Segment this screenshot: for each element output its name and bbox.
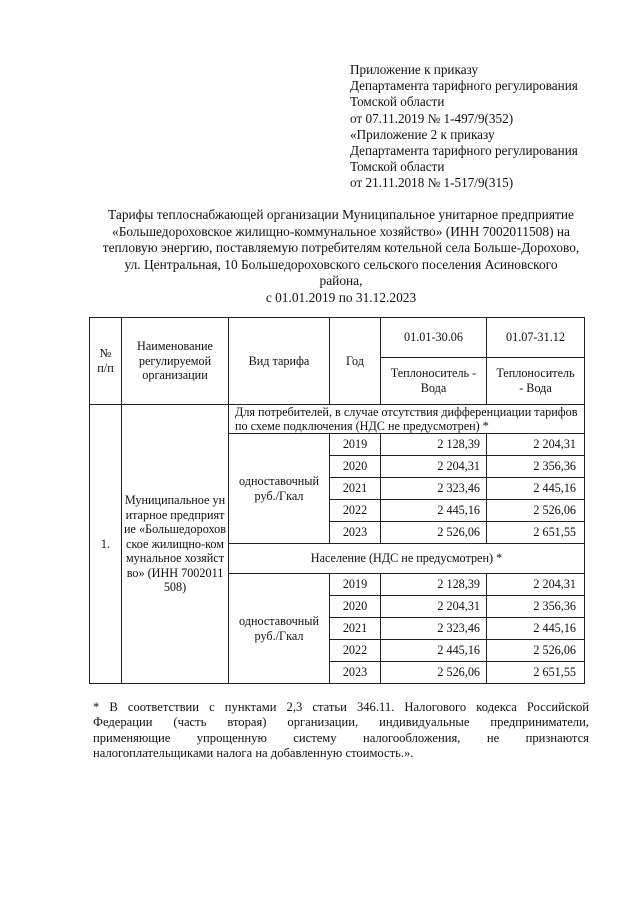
footnote-word: применяющие [93, 730, 171, 745]
year-cell: 2019 [330, 574, 381, 596]
footnote-word: пунктами [224, 700, 277, 714]
title-line: «Большедороховское жилищно-коммунальное хозяйство» (ИНН 7002011508) на [112, 223, 570, 239]
footnote-word: индивидуальные [379, 715, 470, 730]
header-carrier-1: Теплоноситель - Вода [381, 358, 487, 405]
tariff-value-h2: 2 204,31 [487, 574, 585, 596]
footnote-line: налогоплательщиками налога на добавленную стоимость.». [93, 746, 414, 761]
year-cell: 2022 [330, 500, 381, 522]
header-org: Наименование регулируемой организации [122, 318, 229, 405]
document-title [92, 207, 590, 307]
footnote-word: не [486, 730, 500, 745]
appendix-line: от 07.11.2019 № 1-497/9(352) [350, 110, 514, 126]
tariff-value-h2: 2 651,55 [487, 662, 585, 684]
footnote-word: систему [293, 730, 337, 745]
footnote-line [93, 715, 589, 730]
title-line: Тарифы теплоснабжающей организации Муниципальное унитарное предприятие [108, 207, 574, 222]
footnote-word: упрощенную [196, 730, 267, 745]
year-cell: 2020 [330, 596, 381, 618]
tariff-value-h1: 2 445,16 [381, 640, 487, 662]
year-cell: 2019 [330, 434, 381, 456]
header-num: № п/п [90, 318, 122, 405]
footnote-word: Федерации [93, 715, 153, 730]
appendix-line: Департамента тарифного регулирования [350, 142, 578, 158]
tariff-value-h2: 2 356,36 [487, 456, 585, 478]
tariff-value-h2: 2 356,36 [487, 596, 585, 618]
footnote-word: В [109, 700, 118, 714]
footnote-word: Российской [526, 700, 589, 714]
row-number: 1. [90, 405, 122, 684]
footnote-word: * [93, 700, 100, 714]
appendix-line: от 21.11.2018 № 1-517/9(315) [350, 175, 514, 191]
footnote-word: 346.11. [356, 700, 395, 714]
footnote-line [93, 731, 589, 746]
tariff-type-cell: одноставочный руб./Гкал [229, 434, 330, 544]
footnote-word: статьи [312, 700, 347, 714]
tariff-value-h2: 2 445,16 [487, 618, 585, 640]
tariff-type-cell: одноставочный руб./Гкал [229, 574, 330, 684]
tariff-value-h2: 2 526,06 [487, 640, 585, 662]
appendix-line: Томской области [350, 159, 445, 175]
footnote-word: с [209, 700, 215, 714]
org-name: Муниципальное унитарное предприятие «Большедороховское жилищно-коммунальное хозяйство» (ИНН 7002011508) [122, 405, 229, 684]
title-line: тепловую энергию, поставляемую потребителям котельной села Больше-Дорохово, [102, 240, 580, 256]
footnote-word: Налогового [404, 700, 467, 714]
year-cell: 2021 [330, 478, 381, 500]
footnote [93, 700, 589, 762]
footnote-word: организации, [287, 715, 359, 730]
footnote-word: вторая) [227, 715, 267, 730]
appendix-header [350, 62, 578, 192]
appendix-line: Департамента тарифного регулирования [350, 78, 578, 94]
tariff-value-h1: 2 204,31 [381, 456, 487, 478]
tariff-value-h1: 2 526,06 [381, 662, 487, 684]
section-label: Население (НДС не предусмотрен) * [229, 544, 585, 574]
title-line: ул. Центральная, 10 Большедороховского сельского поселения Асиновского [124, 256, 558, 272]
footnote-word: признаются [525, 730, 589, 745]
tariff-value-h1: 2 526,06 [381, 522, 487, 544]
tariff-value-h1: 2 445,16 [381, 500, 487, 522]
tariff-value-h1: 2 204,31 [381, 596, 487, 618]
year-cell: 2021 [330, 618, 381, 640]
title-line: с 01.01.2019 по 31.12.2023 [265, 289, 417, 305]
footnote-word: 2,3 [286, 700, 303, 714]
year-cell: 2020 [330, 456, 381, 478]
tariff-value-h1: 2 323,46 [381, 478, 487, 500]
header-period-2: 01.07-31.12 [487, 318, 585, 358]
title-line: района, [319, 273, 363, 289]
tariff-value-h2: 2 651,55 [487, 522, 585, 544]
year-cell: 2023 [330, 522, 381, 544]
tariff-value-h2: 2 204,31 [487, 434, 585, 456]
year-cell: 2022 [330, 640, 381, 662]
appendix-line: Томской области [350, 94, 445, 110]
tariff-table [89, 317, 585, 684]
header-year: Год [330, 318, 381, 405]
header-carrier-2: Теплоноситель - Вода [487, 358, 585, 405]
tariff-value-h1: 2 323,46 [381, 618, 487, 640]
year-cell: 2023 [330, 662, 381, 684]
tariff-value-h1: 2 128,39 [381, 434, 487, 456]
tariff-value-h2: 2 526,06 [487, 500, 585, 522]
footnote-word: (часть [173, 715, 207, 730]
header-period-1: 01.01-30.06 [381, 318, 487, 358]
footnote-word: соответствии [127, 700, 200, 714]
footnote-word: предприниматели, [490, 715, 589, 730]
header-tariff-type: Вид тарифа [229, 318, 330, 405]
footnote-line [93, 700, 589, 715]
tariff-value-h1: 2 128,39 [381, 574, 487, 596]
appendix-line: Приложение к приказу [350, 62, 479, 77]
footnote-word: налогообложения, [363, 730, 461, 745]
appendix-line: «Приложение 2 к приказу [350, 126, 495, 142]
tariff-value-h2: 2 445,16 [487, 478, 585, 500]
section-label: Для потребителей, в случае отсутствия дифференциации тарифов по схеме подключения (НДС не предусмотрен) * [229, 405, 585, 434]
footnote-word: кодекса [476, 700, 517, 714]
